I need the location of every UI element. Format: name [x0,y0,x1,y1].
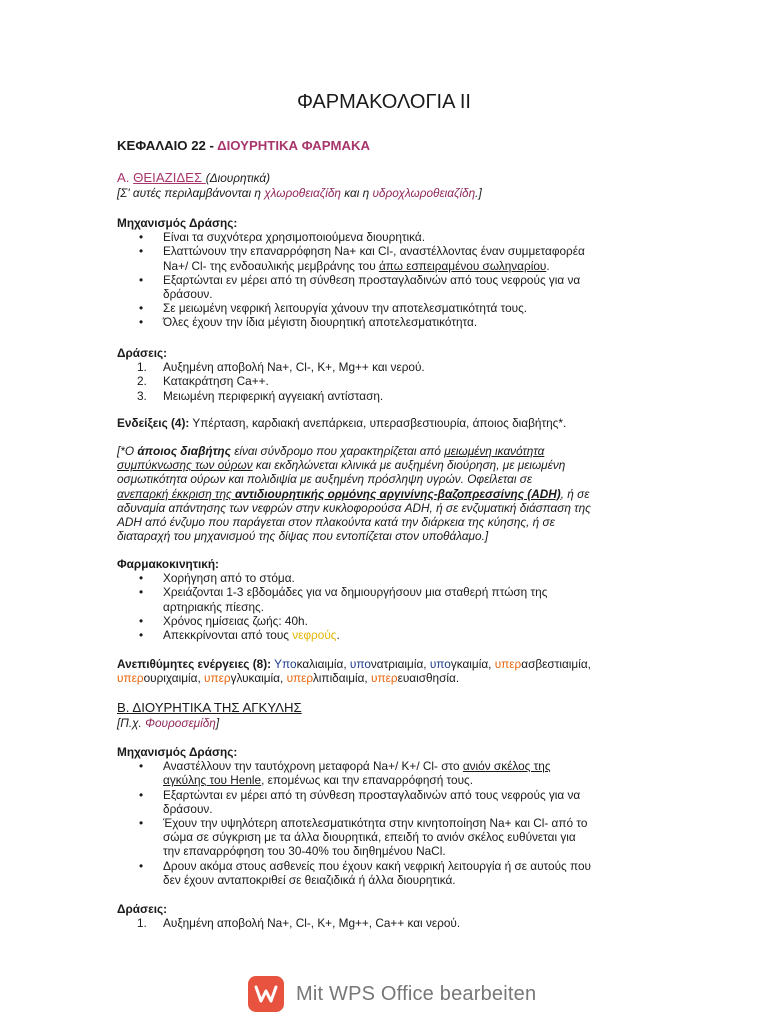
list-item [117,374,657,388]
section-a-letter: Α. [117,170,134,185]
note-text: και η [340,186,373,200]
list-item [117,244,657,272]
list-item [117,301,657,315]
actions-heading: Δράσεις: [117,902,168,916]
list-item [117,614,657,628]
item-text: Na+/ Cl- της ενδοαυλικής μεμβράνης του [163,258,379,273]
drug-name: χλωροθειαζίδη [264,186,341,200]
list-item [117,816,657,859]
section-a-note [117,186,657,200]
section-a-heading [117,170,657,186]
list-item [117,759,657,787]
item-text: Αυξημένη αποβολή Na+, Cl-, K+, Mg++ και νερού. [163,360,425,375]
item-text: Σε μειωμένη νεφρική λειτουργία χάνουν την αποτελεσματικότητά τους. [163,301,528,316]
indications-text: Υπέρταση, καρδιακή ανεπάρκεια, υπερασβεστιουρία, άποιος διαβήτης*. [189,416,567,430]
item-text: Αναστέλλουν την ταυτόχρονη μεταφορά Na+/ K+/ Cl- στο [163,759,463,774]
item-text: . [336,628,340,643]
wps-edit-button[interactable] [248,976,548,1012]
list-item [117,585,657,613]
drug-name: Φουροσεμίδη [145,716,216,730]
item-text: την επαναρρόφηση του 30-40% του διηθημένου NaCl. [163,844,446,859]
item-text-underlined: ανιόν σκέλος της [462,759,551,774]
wps-edit-label: Mit WPS Office bearbeiten [296,983,537,1005]
item-text: Χρειάζονται 1-3 εβδομάδες για να δημιουργήσουν μια σταθερή πτώση της [163,585,548,600]
mechanism-list [117,230,657,329]
effect-text: καλιαιμία, [296,657,350,671]
note-text: [Π.χ. [117,716,146,730]
list-item [117,230,657,244]
mechanism-heading: Μηχανισμός Δράσης: [117,216,238,230]
effect-text: λιπιδαιμία, [312,671,371,686]
note-text: ] [215,716,220,730]
prefix-hyper: υπερ [371,671,398,686]
prefix-hypo: υπο [349,657,371,671]
item-text: αρτηριακής πίεσης. [163,599,264,614]
prefix-hyper: υπερ [117,671,144,686]
item-text: σώμα σε σύγκριση με τα άλλα διουρητικά, επειδή το ανιόν σκέλος ευθύνεται για [163,830,576,845]
section-b-mechanism [117,745,657,887]
indications [117,416,657,430]
note-text: .] [475,186,482,200]
section-a-paren: (Διουρητικά) [205,171,271,185]
item-text: Κατακράτηση Ca++. [163,374,269,389]
item-text: Χορήγηση από το στόμα. [163,571,295,586]
list-item [117,628,657,642]
adverse-effects-label: Ανεπιθύμητες ενέργειες (8): [117,657,272,671]
list-number: 1. [137,916,147,931]
item-text: , επομένως και την επαναρρόφησή τους. [261,773,474,788]
section-a-mechanism [117,216,657,330]
list-item [117,916,657,930]
item-text: δράσουν. [163,801,213,816]
actions-heading: Δράσεις: [117,346,168,360]
section-b-actions [117,902,657,930]
note-text: [*Ο [117,444,138,458]
mechanism-list [117,759,657,887]
chapter-heading [117,138,370,154]
diabetes-insipidus-note [117,444,657,543]
item-text: δράσουν. [163,287,213,302]
actions-list [117,360,657,403]
section-b-heading: Β. ΔΙΟΥΡΗΤΙΚΑ ΤΗΣ ΑΓΚΥΛΗΣ [117,700,302,715]
note-text: είναι σύνδρομο που χαρακτηρίζεται από [230,444,445,458]
list-item [117,360,657,374]
list-item [117,788,657,816]
note-bold: άποιος διαβήτης [137,444,231,458]
effect-text: ευαισθησία. [397,671,460,686]
list-number: 3. [137,388,147,403]
section-a-name: ΘΕΙΑΖΙΔΕΣ [133,170,206,185]
prefix-hyper: υπερ [286,671,313,686]
item-text: Αυξημένη αποβολή Na+, Cl-, K+, Mg++, Ca++ και νερού. [163,916,461,931]
item-text: Ελαττώνουν την επαναρρόφηση Na+ και Cl-, αναστέλλοντας έναν συμμεταφορέα [163,244,585,259]
item-text: δεν έχουν ανταποκριθεί σε θειαζιδικά ή άλλα διουρητικά. [163,872,456,887]
actions-list [117,916,657,930]
effect-text: νατριαιμία, [370,657,430,671]
prefix-hypo: υπο [429,657,451,671]
pharmacokinetics-heading: Φαρμακοκινητική: [117,557,219,571]
item-text: Δρουν ακόμα στους ασθενείς που έχουν κακή νεφρική λειτουργία ή σε αυτούς που [163,858,591,873]
note-bold-underlined: αντιδιουρητικής ορμόνης αργινίνης-βαζοπρεσσίνης (ADH) [235,486,561,501]
note-text: , ή σε [560,486,590,501]
note-text: και εκδηλώνεται κλινικά με αυξημένη διούρηση, με μειωμένη [252,458,566,473]
effect-text: γκαιμία, [450,657,495,671]
prefix-hyper: υπερ [494,657,522,671]
section-a-actions [117,346,657,403]
note-underlined: ανεπαρκή έκκριση της [117,486,236,501]
pharmacokinetics [117,557,657,642]
item-text: Μειωμένη περιφερική αγγειακή αντίσταση. [163,388,384,403]
mechanism-heading: Μηχανισμός Δράσης: [117,745,238,759]
note-underlined: συμπύκνωσης των ούρων [117,458,253,473]
list-item [117,859,657,887]
chapter-name: ΔΙΟΥΡΗΤΙΚΑ ΦΑΡΜΑΚΑ [217,138,371,153]
list-item [117,389,657,403]
section-b-header [117,700,657,730]
effect-text: ουριχαιμία, [143,671,205,686]
effect-text: γλυκαιμία, [230,671,287,686]
effect-text: ασβεστιαιμία, [521,657,591,671]
item-text: Όλες έχουν την ίδια μέγιστη διουρητική αποτελεσματικότητα. [163,315,478,330]
list-number: 1. [137,360,147,375]
adverse-effects [117,657,667,685]
list-item [117,273,657,301]
note-text: ADH από ένζυμο που παράγεται στον πλακούντα κατά την διάρκεια της κύησης, ή σε [117,515,555,530]
wps-logo-icon [248,976,284,1012]
item-text: Εξαρτώνται εν μέρει από τη σύνθεση προσταγλαδινών από τους νεφρούς για να [163,787,581,802]
item-text: . [546,258,550,273]
item-text: Εξαρτώνται εν μέρει από τη σύνθεση προσταγλαδινών από τους νεφρούς για να [163,272,581,287]
item-text: Είναι τα συχνότερα χρησιμοποιούμενα διουρητικά. [163,230,426,245]
item-text-underlined: αγκύλης του Henle [163,773,262,788]
list-item [117,571,657,585]
item-text: Έχουν την υψηλότερη αποτελεσματικότητα στην κινητοποίηση Na+ και Cl- από το [163,816,588,831]
note-text: αδυναμία απάντησης των νεφρών στην κυκλοφορούσα ADH, ή σε ενζυματική διάσπαση της [117,500,591,515]
item-text: Χρόνος ημίσειας ζωής: 40h. [163,613,308,628]
note-text: οσμωτικότητα ούρων και πολιδιψία με αυξημένη πρόσληψη υγρών. Οφείλεται σε [117,472,533,487]
item-text-underlined: άπω εσπειραμένου σωληναρίου [378,258,547,273]
highlighted-word: νεφρούς [292,628,337,643]
item-text: Απεκκρίνονται από τους [163,628,293,643]
pharmacokinetics-list [117,571,657,642]
indications-label: Ενδείξεις (4): [117,416,190,430]
section-a-header [117,170,657,200]
chapter-prefix: ΚΕΦΑΛΑΙΟ 22 - [117,138,218,153]
prefix-hypo: Υπο [274,657,297,671]
prefix-hyper: υπερ [204,671,231,686]
list-item [117,315,657,329]
note-underlined: μειωμένη ικανότητα [444,444,545,458]
note-text: διαταραχή του μηχανισμού της δίψας που εντοπίζεται στον υποθάλαμο.] [117,529,489,544]
drug-name: υδροχλωροθειαζίδη [372,186,476,200]
note-text: [Σ' αυτές περιλαμβάνονται η [117,186,265,200]
document-title: ΦΑΡΜΑΚΟΛΟΓΙΑ ΙΙ [297,91,471,113]
list-number: 2. [137,374,147,389]
